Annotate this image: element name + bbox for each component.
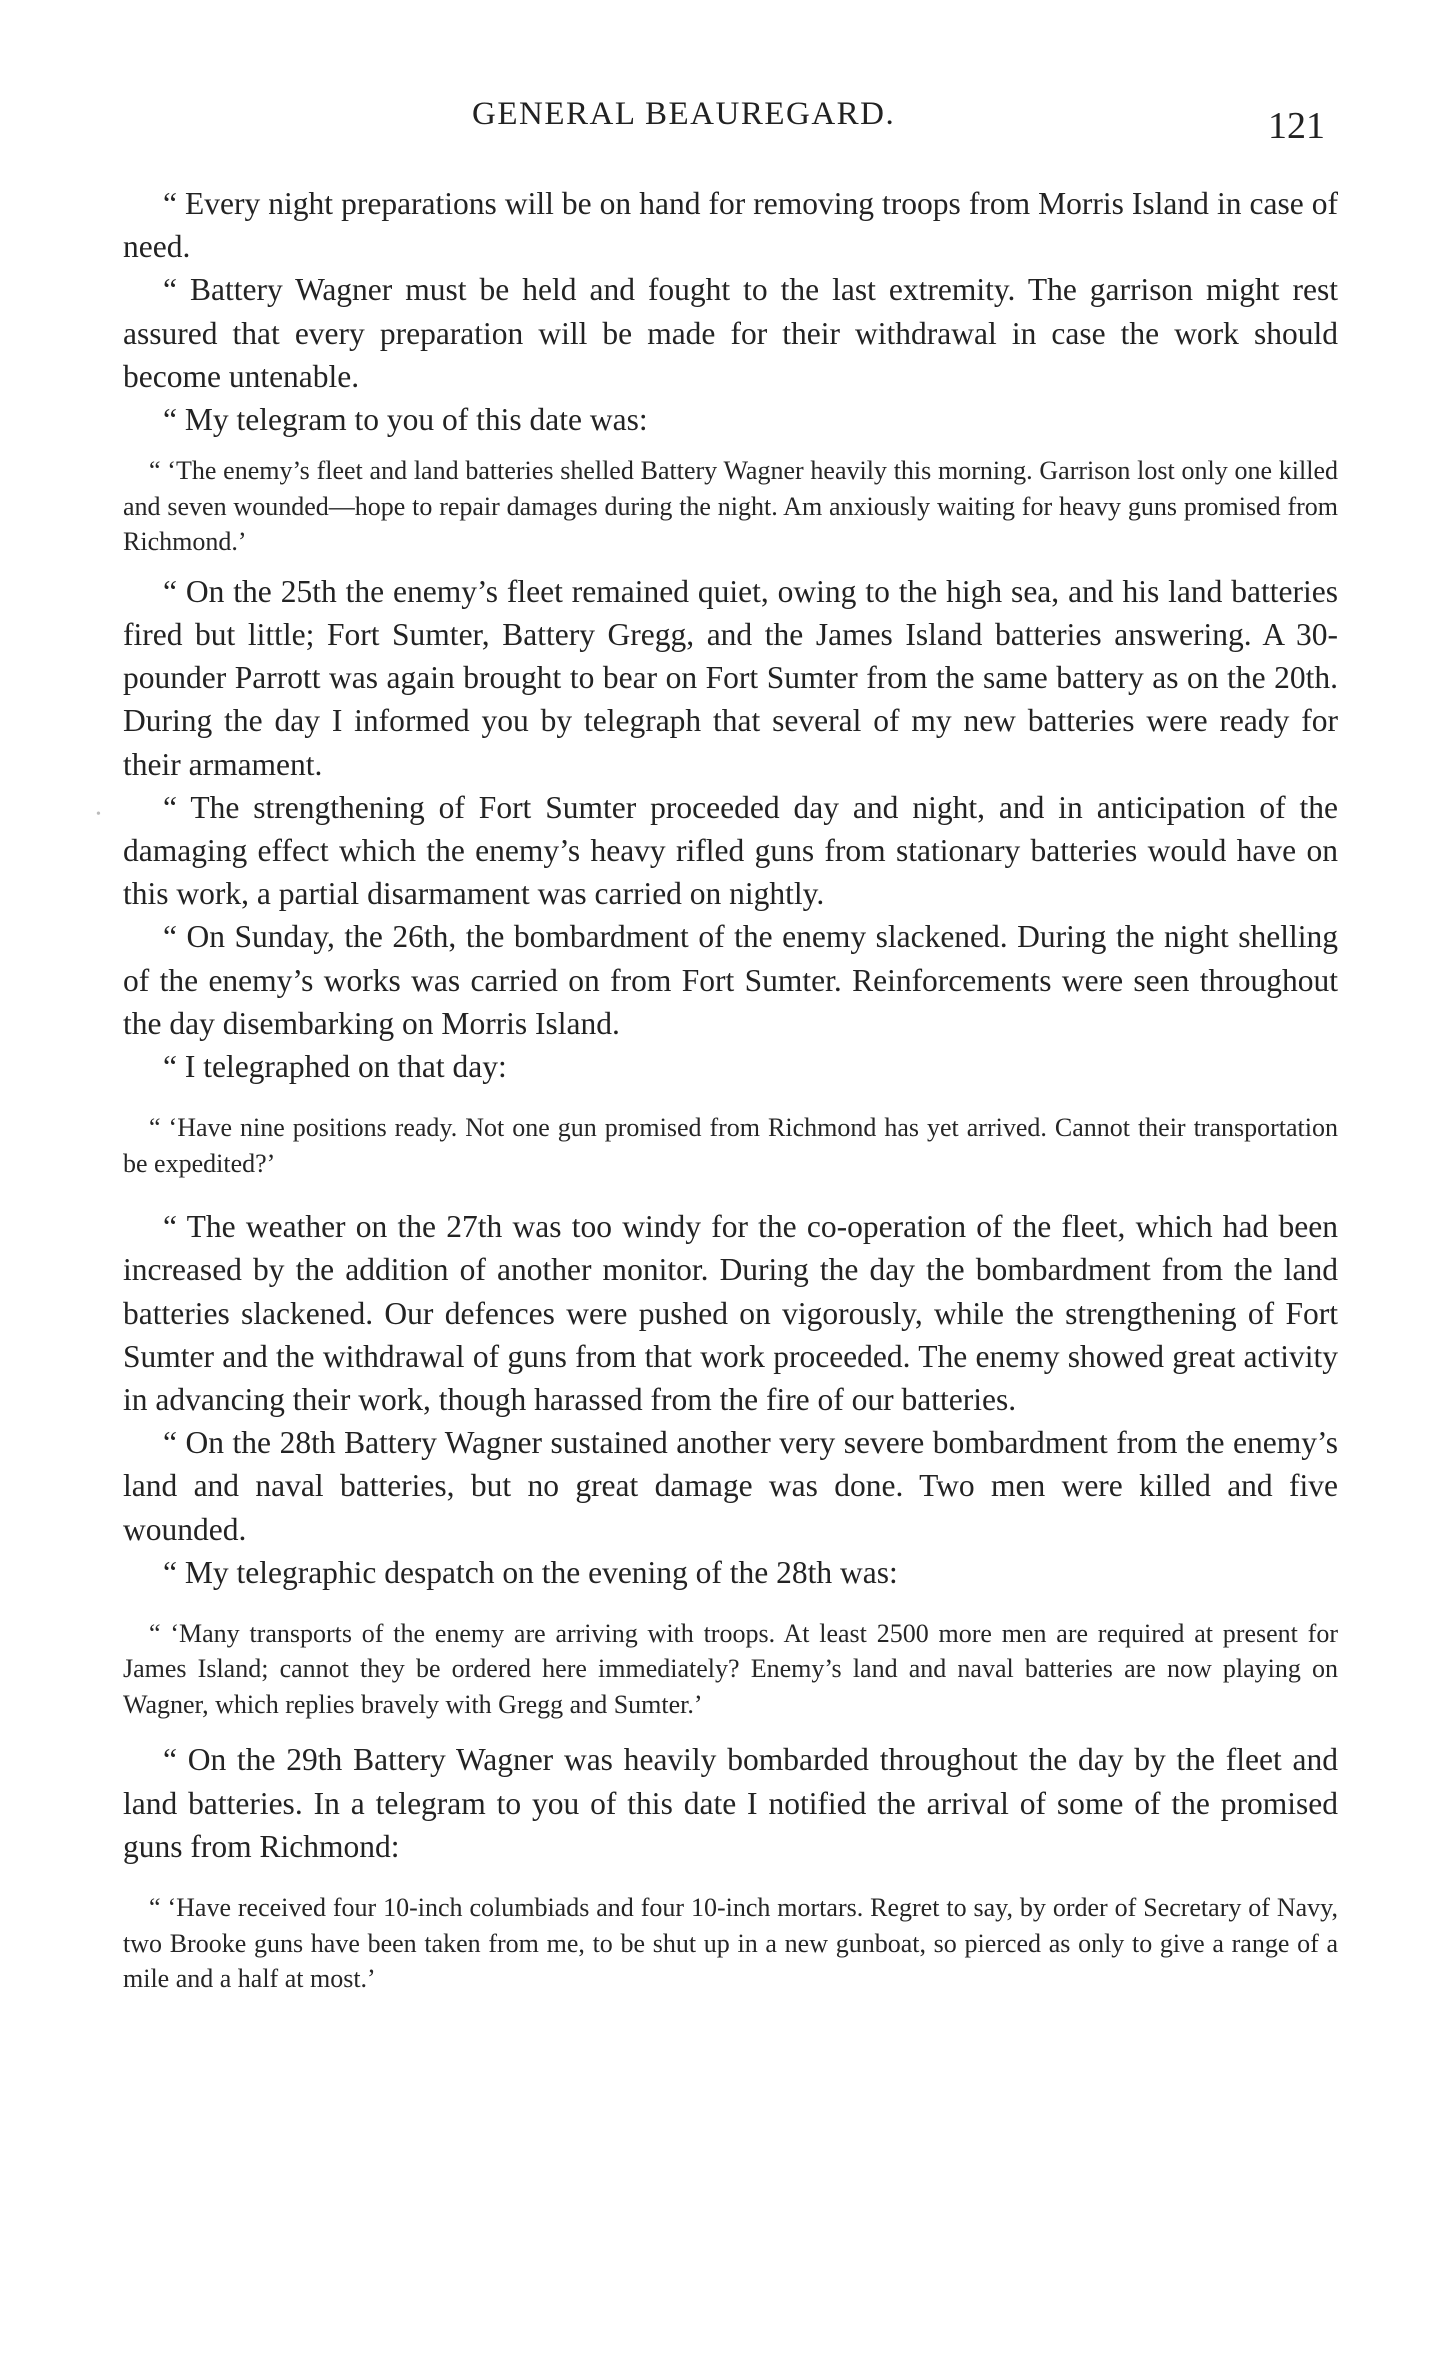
telegram-quote: “ ‘Have received four 10-inch columbiads and four 10-inch mortars. Regret to say, by order of Secretary of Navy, two Brooke guns have been taken from me, to be shut up in a new gunboat, so pierced as only to give a range of a mile and a half at most.’ (123, 1893, 1338, 1994)
page-number: 121 (1268, 105, 1325, 147)
running-title: GENERAL BEAUREGARD. (472, 96, 896, 132)
paragraph: “ My telegram to you of this date was: (163, 402, 648, 438)
paragraph: “ My telegraphic despatch on the evening of the 28th was: (163, 1554, 898, 1590)
page-body (123, 182, 1338, 1997)
paragraph: “ The strengthening of Fort Sumter proceeded day and night, and in anticipation of the damaging effect which the enemy’s heavy rifled guns from stationary batteries would have on this work, a partial disarmament was carried on nightly. (123, 789, 1338, 912)
telegram-quote: “ ‘Many transports of the enemy are arriving with troops. At least 2500 more men are required at present for James Island; cannot they be ordered here immediately? Enemy’s land and naval batteries are now playing on Wagner, which replies bravely with Gregg and Sumter.’ (123, 1618, 1338, 1719)
paragraph: “ Battery Wagner must be held and fought to the last extremity. The garrison might rest assured that every preparation will be made for their withdrawal in case the work should become untenable. (123, 272, 1338, 394)
paragraph: “ Every night preparations will be on hand for removing troops from Morris Island in case of need. (123, 186, 1338, 265)
paragraph: “ On Sunday, the 26th, the bombardment of the enemy slackened. During the night shelling of the enemy’s works was carried on from Fort Sumter. Reinforcements were seen throughout the day disembarking on Morris Island. (123, 919, 1338, 1041)
telegram-quote: “ ‘Have nine positions ready. Not one gun promised from Richmond has yet arrived. Cannot their transportation be expedited?’ (123, 1113, 1338, 1178)
margin-mark: • (96, 807, 101, 822)
paragraph: “ The weather on the 27th was too windy for the co-operation of the fleet, which had been increased by the addition of another monitor. During the day the bombardment from the land batteries slackened. Our defences were pushed on vigorously, while the strengthening of Fort Sumter and the withdrawal of guns from that work proceeded. The enemy showed great activity in advancing their work, though harassed from the fire of our batteries. (123, 1209, 1338, 1417)
page-header (0, 96, 1453, 146)
paragraph: “ I telegraphed on that day: (163, 1048, 507, 1084)
paragraph: “ On the 28th Battery Wagner sustained another very severe bombardment from the enemy’s land and naval batteries, but no great damage was done. Two men were killed and five wounded. (123, 1425, 1338, 1547)
paragraph: “ On the 25th the enemy’s fleet remained quiet, owing to the high sea, and his land batteries fired but little; Fort Sumter, Battery Gregg, and the James Island batteries answering. A 30-pounder Parrott was again brought to bear on Fort Sumter from the same battery as on the 20th. During the day I informed you by telegraph that several of my new batteries were ready for their armament. (123, 573, 1338, 782)
paragraph: “ On the 29th Battery Wagner was heavily bombarded throughout the day by the fleet and land batteries. In a telegram to you of this date I notified the arrival of some of the promised guns from Richmond: (123, 1742, 1338, 1864)
telegram-quote: “ ‘The enemy’s fleet and land batteries shelled Battery Wagner heavily this morning. Garrison lost only one killed and seven wounded—hope to repair damages during the night. Am anxiously waiting for heavy guns promised from Richmond.’ (123, 456, 1338, 557)
